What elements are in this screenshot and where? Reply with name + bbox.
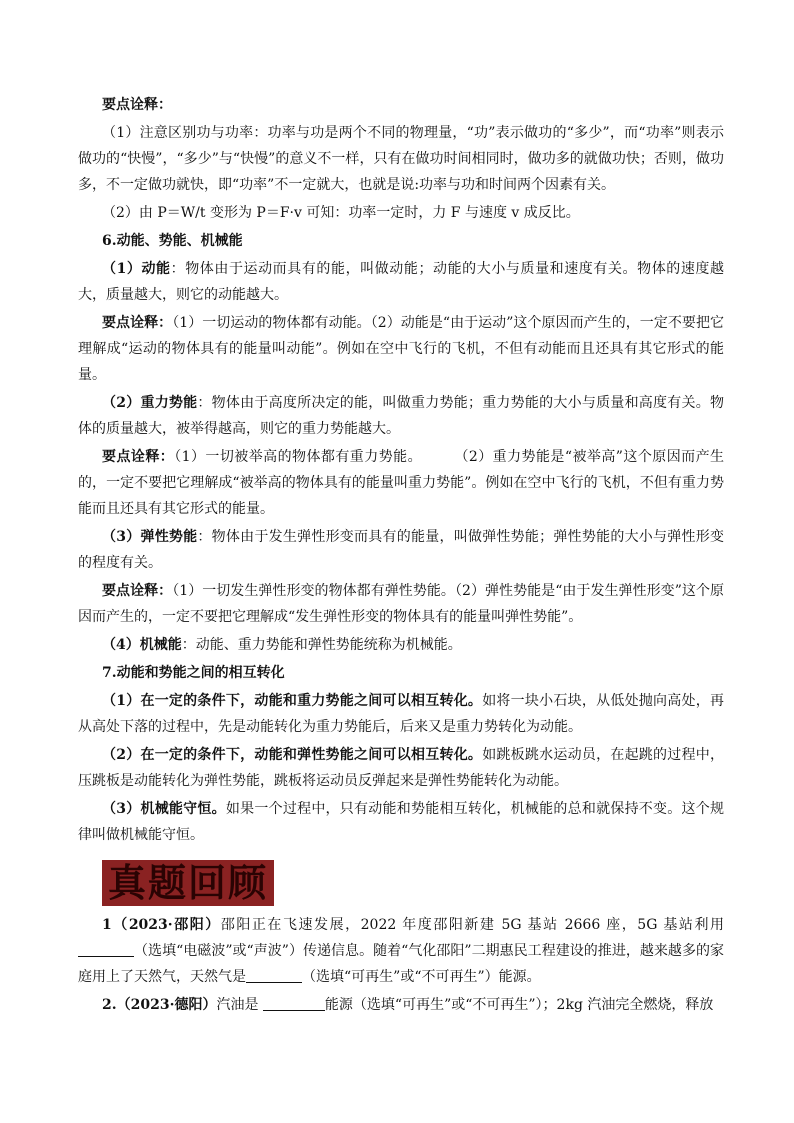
elastic-note-text: （1）一切发生弹性形变的物体都有弹性势能。（2）弹性势能是“由于发生弹性形变”这个原因而产生的，一定不要把它理解成“发生弹性形变的物体具有的能量叫弹性势能”。 <box>78 583 724 625</box>
review-banner: 真题回顾 <box>102 860 274 906</box>
paragraph-conversion-gravity <box>78 688 724 740</box>
question-1 <box>78 912 724 990</box>
document-content <box>78 92 724 1018</box>
elastic-label: （3）弹性势能 <box>102 529 198 545</box>
question-1-text-c: （选填“可再生”或“不可再生”）能源。 <box>302 969 541 985</box>
kinetic-text: ：物体由于运动而具有的能，叫做动能；动能的大小与质量和速度有关。物体的速度越大，质量越大，则它的动能越大。 <box>78 261 725 303</box>
section-title-energy: 6.动能、势能、机械能 <box>102 233 243 249</box>
question-1-text-b: （选填“电磁波”或“声波”）传递信息。随着“气化邵阳”二期惠民工程建设的推进，越来越多的家庭用上了天然气，天然气是 <box>78 943 724 985</box>
conversion-elastic-text: 如跳板跳水运动员，在起跳的过程中，压跳板是动能转化为弹性势能，跳板将运动员反弹起来是弹性势能转化为动能。 <box>78 747 725 789</box>
kinetic-label: （1）动能 <box>102 261 171 277</box>
question-1-text-a: 邵阳正在飞速发展，2022 年度邵阳新建 5G 基站 2666 座，5G 基站利用 <box>220 917 724 933</box>
paragraph-elastic-note <box>78 578 724 630</box>
paragraph-elastic-energy <box>78 524 724 576</box>
question-1-source: 1（2023·邵阳） <box>102 917 221 933</box>
question-2-text-a: 汽油是 <box>216 997 263 1013</box>
elastic-note-label: 要点诠释： <box>102 583 173 599</box>
answer-blank-1[interactable] <box>78 942 134 957</box>
kinetic-note-label: 要点诠释： <box>102 315 173 331</box>
mech-label: （4）机械能 <box>102 637 182 653</box>
gravity-note-label: 要点诠释： <box>102 449 175 465</box>
conversion-elastic-bold: （2）在一定的条件下，动能和弹性势能之间可以相互转化。 <box>102 747 483 763</box>
section-title-conversion: 7.动能和势能之间的相互转化 <box>102 665 285 681</box>
question-2 <box>78 992 724 1018</box>
conservation-bold: （3）机械能守恒。 <box>102 801 226 817</box>
paragraph-gravity-note <box>78 444 724 522</box>
conversion-gravity-bold: （1）在一定的条件下，动能和重力势能之间可以相互转化。 <box>102 693 483 709</box>
question-2-text-b: 能源（选填“可再生”或“不可再生”）；2kg 汽油完全燃烧，释放 <box>324 997 714 1013</box>
gravity-text: ：物体由于高度所决定的能，叫做重力势能；重力势能的大小与质量和高度有关。物体的质量越大，被举得越高，则它的重力势能越大。 <box>78 395 725 437</box>
conversion-gravity-text: 如将一块小石块，从低处抛向高处，再从高处下落的过程中，先是动能转化为重力势能后，后来又是重力势转化为动能。 <box>78 693 725 735</box>
paragraph-power-formula: （2）由 P＝W/t 变形为 P＝F·v 可知：功率一定时，力 F 与速度 v 成反比。 <box>102 205 580 221</box>
answer-blank-2[interactable] <box>246 968 302 983</box>
gravity-note-text2: （2）重力势能是“被举高”这个原因而产生的，一定不要把它理解成“被举高的物体具有的能量叫重力势能”。例如在空中飞行的飞机，不但有重力势能而且还具有其它形式的能量。 <box>78 449 725 517</box>
paragraph-power-vs-work: （1）注意区别功与功率：功率与功是两个不同的物理量，“功”表示做功的“多少”，而“功率”则表示做功的“快慢”，“多少”与“快慢”的意义不一样，只有在做功时间相同时，做功多的就做功快；否则，做功多，不一定做功就快，即“功率”不一定就大，也就是说:功率与功和时间两个因素有关。 <box>78 125 724 193</box>
key-points-heading: 要点诠释： <box>102 97 172 113</box>
mech-text: ：动能、重力势能和弹性势能统称为机械能。 <box>181 637 462 653</box>
paragraph-mechanical-energy <box>78 632 724 658</box>
question-2-source: 2.（2023·德阳） <box>102 997 217 1013</box>
gravity-label: （2）重力势能 <box>102 395 198 411</box>
paragraph-kinetic-energy <box>78 256 724 308</box>
paragraph-kinetic-note <box>78 310 724 388</box>
gravity-note-text1: （1）一切被举高的物体都有重力势能。 <box>174 449 423 465</box>
kinetic-note-text: （1）一切运动的物体都有动能。（2）动能是“由于运动”这个原因而产生的，一定不要把它理解成“运动的物体具有的能量叫动能”。例如在空中飞行的飞机，不但有动能而且还具有其它形式的能量。 <box>78 315 724 383</box>
answer-blank-3[interactable] <box>263 996 325 1011</box>
paragraph-gravity-energy <box>78 390 724 442</box>
paragraph-conversion-elastic <box>78 742 724 794</box>
elastic-text: ：物体由于发生弹性形变而具有的能量，叫做弹性势能；弹性势能的大小与弹性形变的程度有关。 <box>78 529 725 571</box>
paragraph-conservation <box>78 796 724 848</box>
conservation-text: 如果一个过程中，只有动能和势能相互转化，机械能的总和就保持不变。这个规律叫做机械能守恒。 <box>78 801 724 843</box>
